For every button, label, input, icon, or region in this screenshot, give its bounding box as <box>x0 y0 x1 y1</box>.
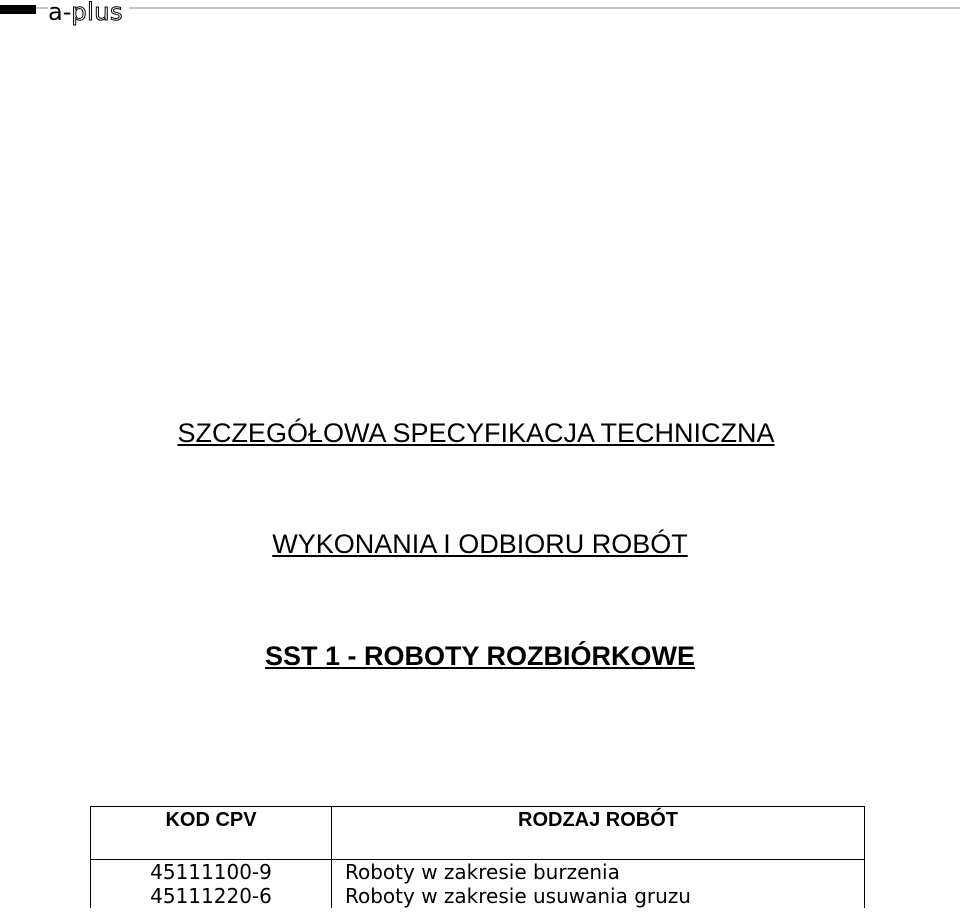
logo-mark <box>0 5 36 14</box>
table-header-row <box>91 807 865 860</box>
work-type-cell: Roboty w zakresie usuwania gruzu <box>332 884 865 908</box>
table-row <box>91 860 865 885</box>
header-rule <box>0 7 960 9</box>
work-type-cell: Roboty w zakresie burzenia <box>332 860 865 885</box>
logo-text-a: a- <box>48 0 72 26</box>
table-row <box>91 884 865 908</box>
logo-text-plus: plus <box>71 0 123 26</box>
company-logo <box>48 0 129 27</box>
column-header-work-type: RODZAJ ROBÓT <box>332 807 865 860</box>
document-title-line-2: WYKONANIA I ODBIORU ROBÓT <box>272 529 688 559</box>
document-title-line-1: SZCZEGÓŁOWA SPECYFIKACJA TECHNICZNA <box>177 418 775 448</box>
column-header-cpv-code: KOD CPV <box>91 807 332 860</box>
cpv-code-cell: 45111100-9 <box>91 860 332 885</box>
cpv-table <box>90 806 865 908</box>
document-title-line-3: SST 1 - ROBOTY ROZBIÓRKOWE <box>264 641 696 671</box>
cpv-code-cell: 45111220-6 <box>91 884 332 908</box>
